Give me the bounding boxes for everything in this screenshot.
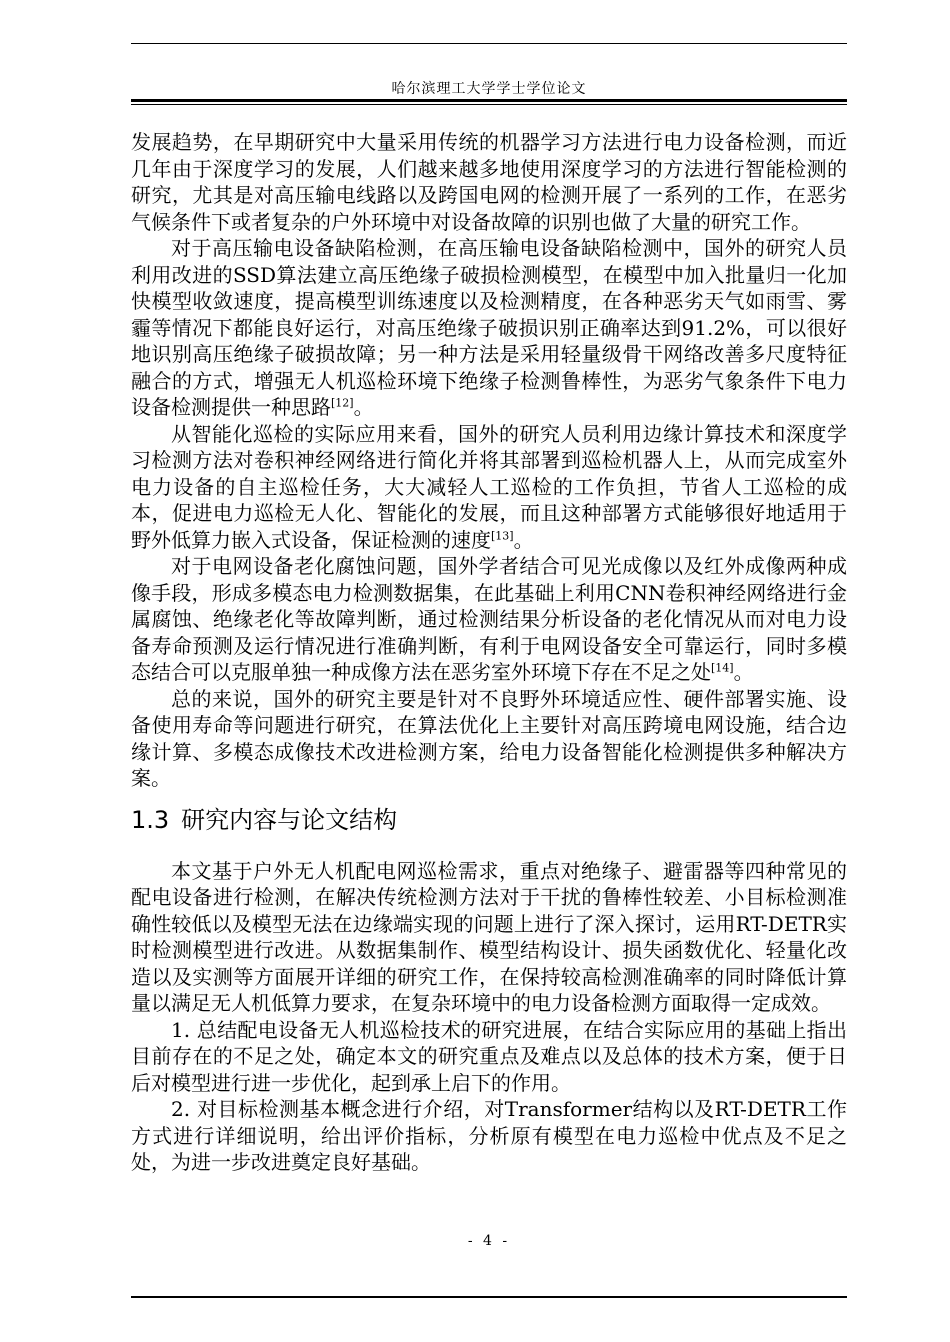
citation-14: [14] xyxy=(711,661,734,675)
paragraph-continued: 发展趋势，在早期研究中大量采用传统的机器学习方法进行电力设备检测，而近几年由于深度学习的发展，人们越来越多地使用深度学习的方法进行智能检测的研究，尤其是对高压输电线路以及跨国电网的检测开展了一系列的工作，在恶劣气候条件下或者复杂的户外环境中对设备故障的识别也做了大量的研究工作。 xyxy=(131,130,847,234)
list-item-2: 2. 对目标检测基本概念进行介绍，对Transformer结构以及RT-DETR工作方式进行详细说明，给出评价指标，分析原有模型在电力巡检中优点及不足之处，为进一步改进奠定良好基础。 xyxy=(131,1097,847,1174)
page-body xyxy=(131,129,847,1176)
section-heading xyxy=(131,804,847,836)
citation-13: [13] xyxy=(491,528,514,542)
paragraph-research-content: 本文基于户外无人机配电网巡检需求，重点对绝缘子、避雷器等四种常见的配电设备进行检测，在解决传统检测方法对于干扰的鲁棒性较差、小目标检测准确性较低以及模型无法在边缘端实现的问题上进行了深入探讨，运用RT-DETR实时检测模型进行改进。从数据集制作、模型结构设计、损失函数优化、轻量化改造以及实测等方面展开详细的研究工作，在保持较高检测准确率的同时降低计算量以满足无人机低算力要求，在复杂环境中的电力设备检测方面取得一定成效。 xyxy=(131,858,847,1015)
paragraph-summary: 总的来说，国外的研究主要是针对不良野外环境适应性、硬件部署实施、设备使用寿命等问题进行研究，在算法优化上主要针对高压跨境电网设施，结合边缘计算、多模态成像技术改进检测方案，给电力设备智能化检测提供多种解决方案。 xyxy=(131,686,847,790)
header-rule-thick xyxy=(131,99,847,102)
header-top-rule xyxy=(131,43,847,44)
paragraph-smart-inspection: 从智能化巡检的实际应用来看，国外的研究人员利用边缘计算技术和深度学习检测方法对卷积神经网络进行简化并将其部署到巡检机器人上，从而完成室外电力设备的自主巡检任务，大大减轻人工巡检的工作负担，节省人工巡检的成本，促进电力巡检无人化、智能化的发展，而且这种部署方式能够很好地适用于野外低算力嵌入式设备，保证检测的速度[13]。 xyxy=(131,421,847,552)
footer-rule xyxy=(131,1296,847,1298)
section-title: 研究内容与论文结构 xyxy=(181,805,398,834)
list-item-1: 1. 总结配电设备无人机巡检技术的研究进展，在结合实际应用的基础上指出目前存在的不足之处，确定本文的研究重点及难点以及总体的技术方案，便于日后对模型进行进一步优化，起到承上启下的作用。 xyxy=(131,1017,847,1095)
paragraph-insulator-detection: 对于高压输电设备缺陷检测，在高压输电设备缺陷检测中，国外的研究人员利用改进的SSD算法建立高压绝缘子破损检测模型，在模型中加入批量归一化加快模型收敛速度，提高模型训练速度以及检测精度，在各种恶劣天气如雨雪、雾霾等情况下都能良好运行，对高压绝缘子破损识别正确率达到91.2%，可以很好地识别高压绝缘子破损故障；另一种方法是采用轻量级骨干网络改善多尺度特征融合的方式，增强无人机巡检环境下绝缘子检测鲁棒性，为恶劣气象条件下电力设备检测提供一种思路[12]。 xyxy=(131,236,847,419)
running-header-title: 哈尔滨理工大学学士学位论文 xyxy=(391,81,587,97)
citation-12: [12] xyxy=(331,396,354,410)
paragraph-aging-corrosion: 对于电网设备老化腐蚀问题，国外学者结合可见光成像以及红外成像两种成像手段，形成多模态电力检测数据集，在此基础上利用CNN卷积神经网络进行金属腐蚀、绝缘老化等故障判断，通过检测结果分析设备的老化情况从而对电力设备寿命预测及运行情况进行准确判断，有利于电网设备安全可靠运行，同时多模态结合可以克服单独一种成像方法在恶劣室外环境下存在不足之处[14]。 xyxy=(131,554,847,684)
section-number: 1.3 xyxy=(131,805,170,834)
header-rule-thin xyxy=(131,104,847,105)
page-number: - 4 - xyxy=(467,1233,511,1249)
